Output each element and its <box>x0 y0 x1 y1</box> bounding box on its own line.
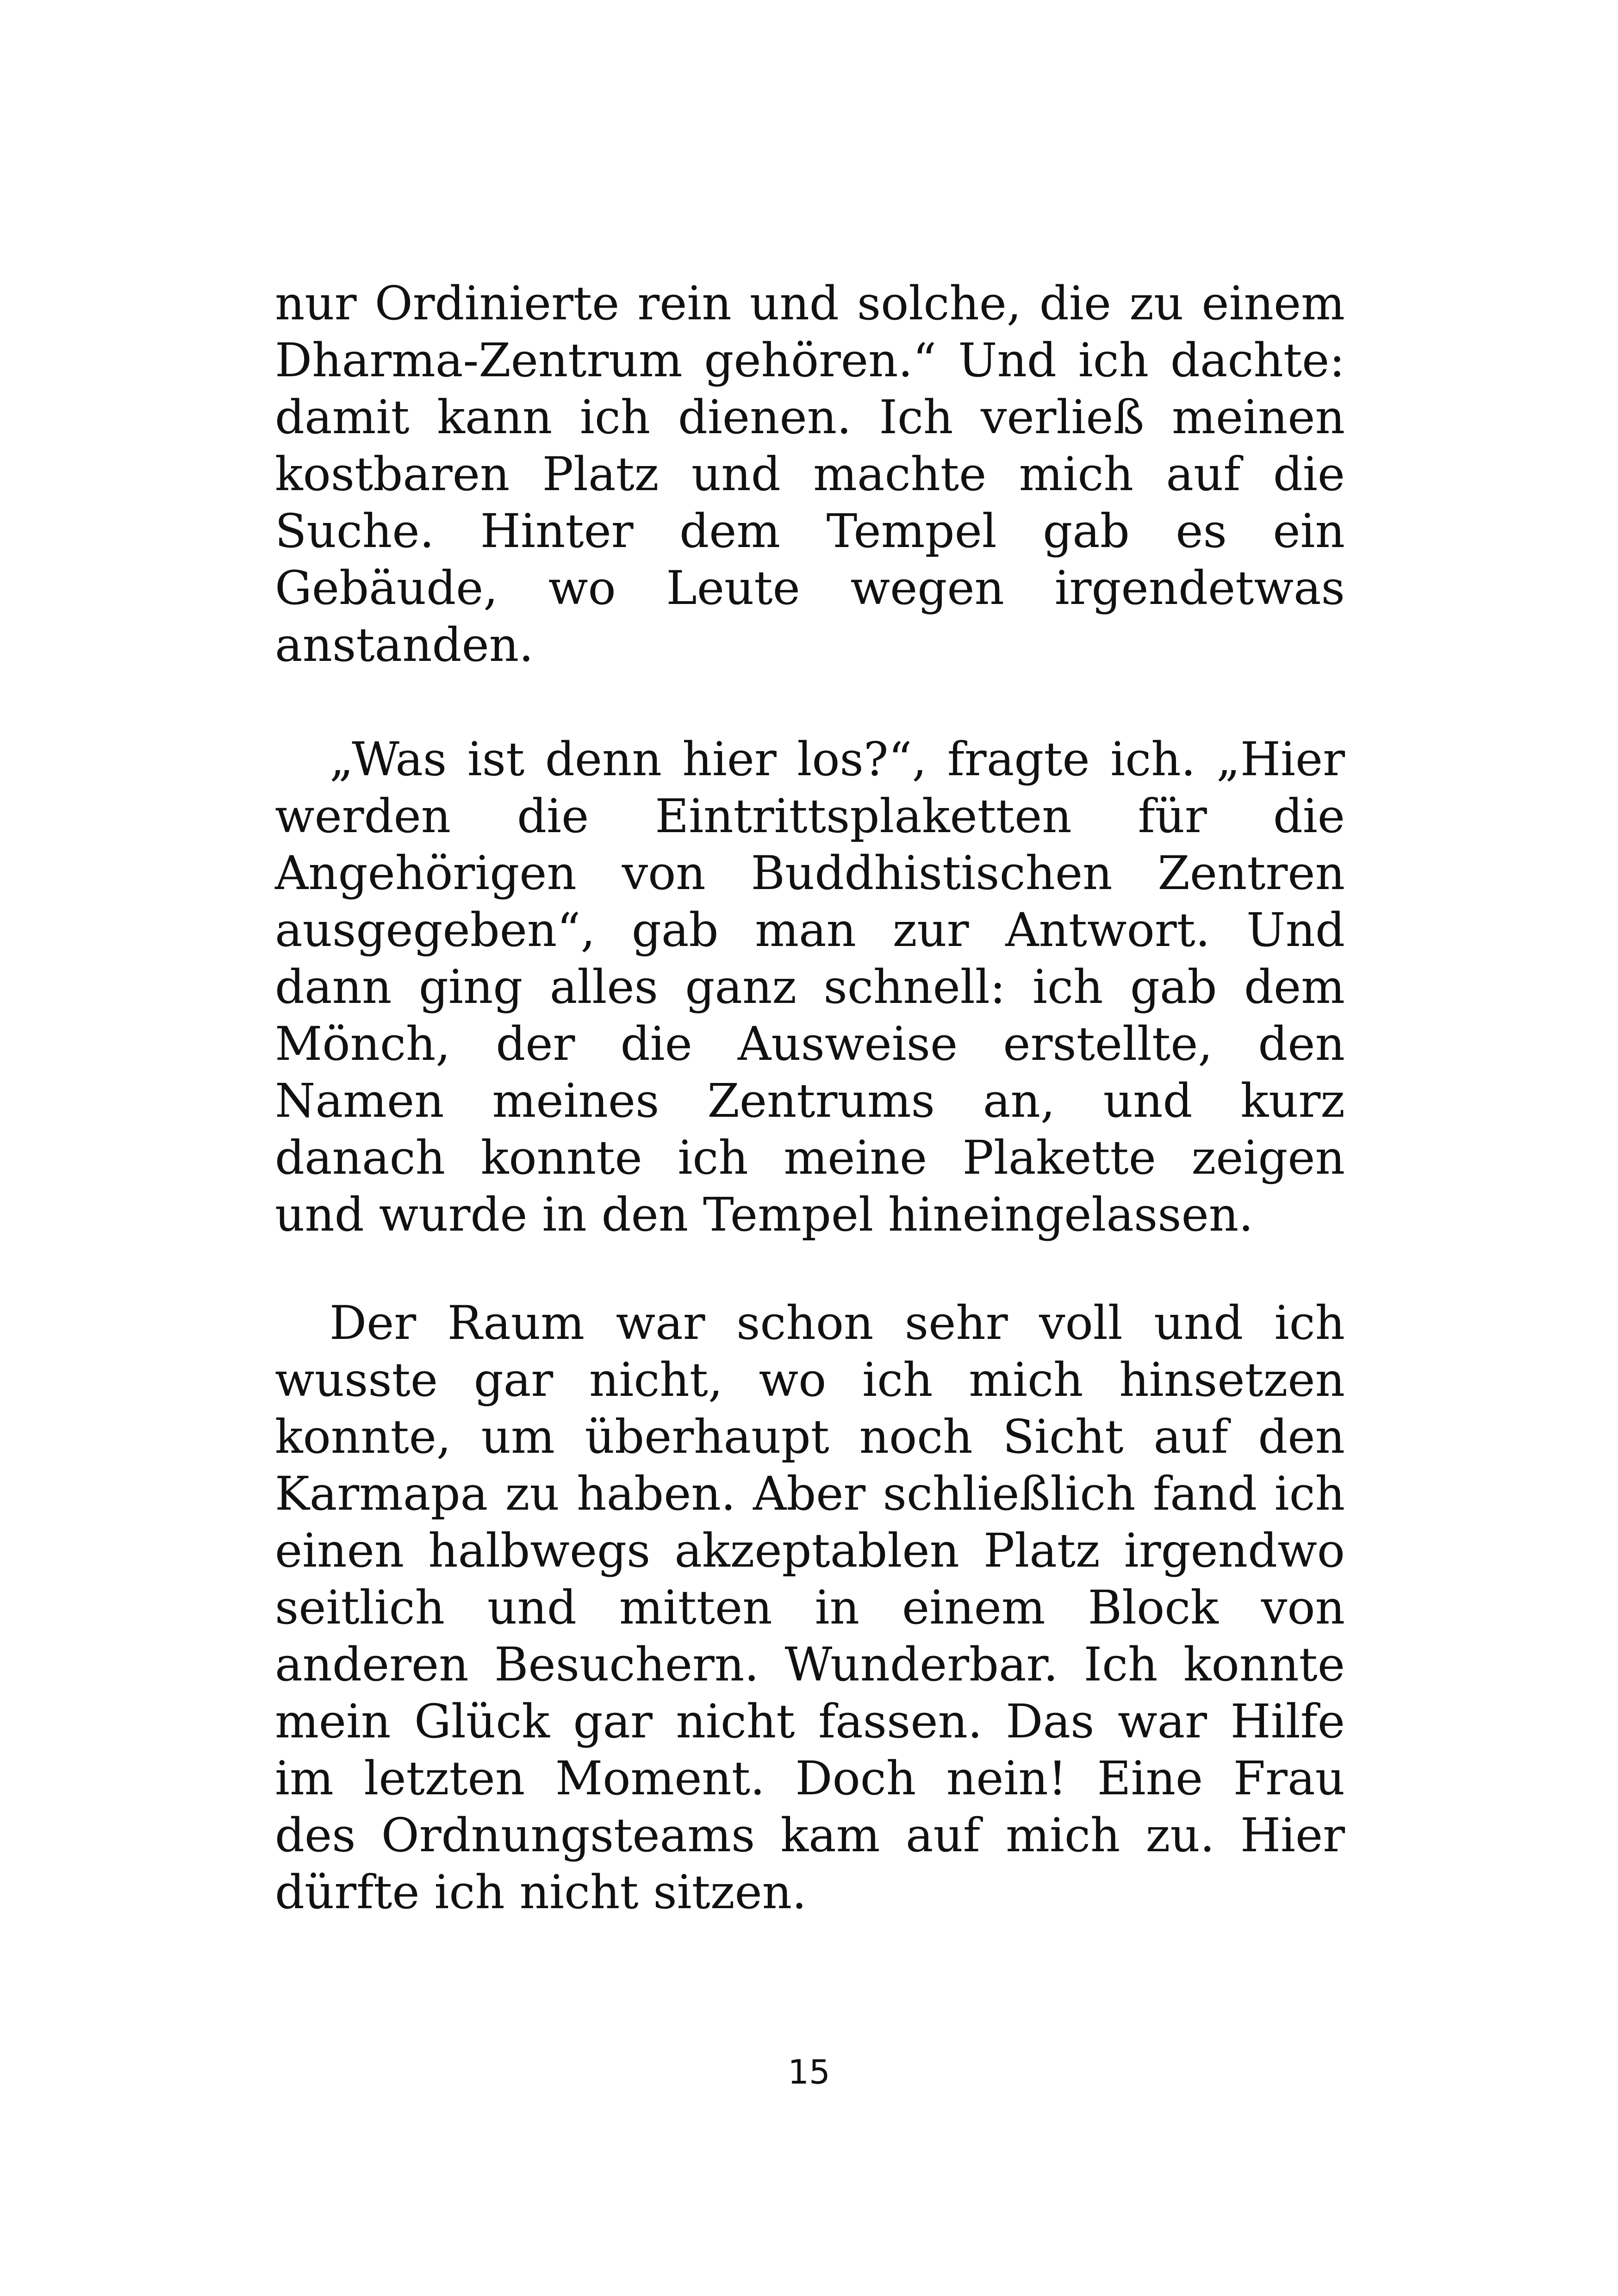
paragraph-3: Der Raum war schon sehr voll und ich wusste gar nicht, wo ich mich hinsetzen konnte, um überhaupt noch Sicht auf den Karmapa zu haben. Aber schließlich fand ich einen halbwegs akzeptablen Platz irgendwo seitlich und mitten in einem Block von anderen Besuchern. Wunderbar. Ich konnte mein Glück gar nicht fassen. Das war Hilfe im letzten Moment. Doch nein! Eine Frau des Ordnungsteams kam auf mich zu. Hier dürfte ich nicht sitzen. <box>275 1296 1345 1919</box>
page-number: 15 <box>788 2053 830 2091</box>
paragraph-1: nur Ordinierte rein und solche, die zu einem Dharma-Zentrum gehören.“ Und ich dachte: damit kann ich dienen. Ich verließ meinen kostbaren Platz und machte mich auf die Suche. Hinter dem Tempel gab es ein Gebäude, wo Leute wegen irgendetwas anstanden. <box>275 276 1345 672</box>
paragraph-2: „Was ist denn hier los?“, fragte ich. „Hier werden die Eintrittsplaketten für die Angehörigen von Buddhistischen Zentren ausgegeben“, gab man zur Antwort. Und dann ging alles ganz schnell: ich gab dem Mönch, der die Ausweise erstellte, den Namen meines Zentrums an, und kurz danach konnte ich meine Plakette zeigen und wurde in den Tempel hineingelassen. <box>275 732 1345 1242</box>
